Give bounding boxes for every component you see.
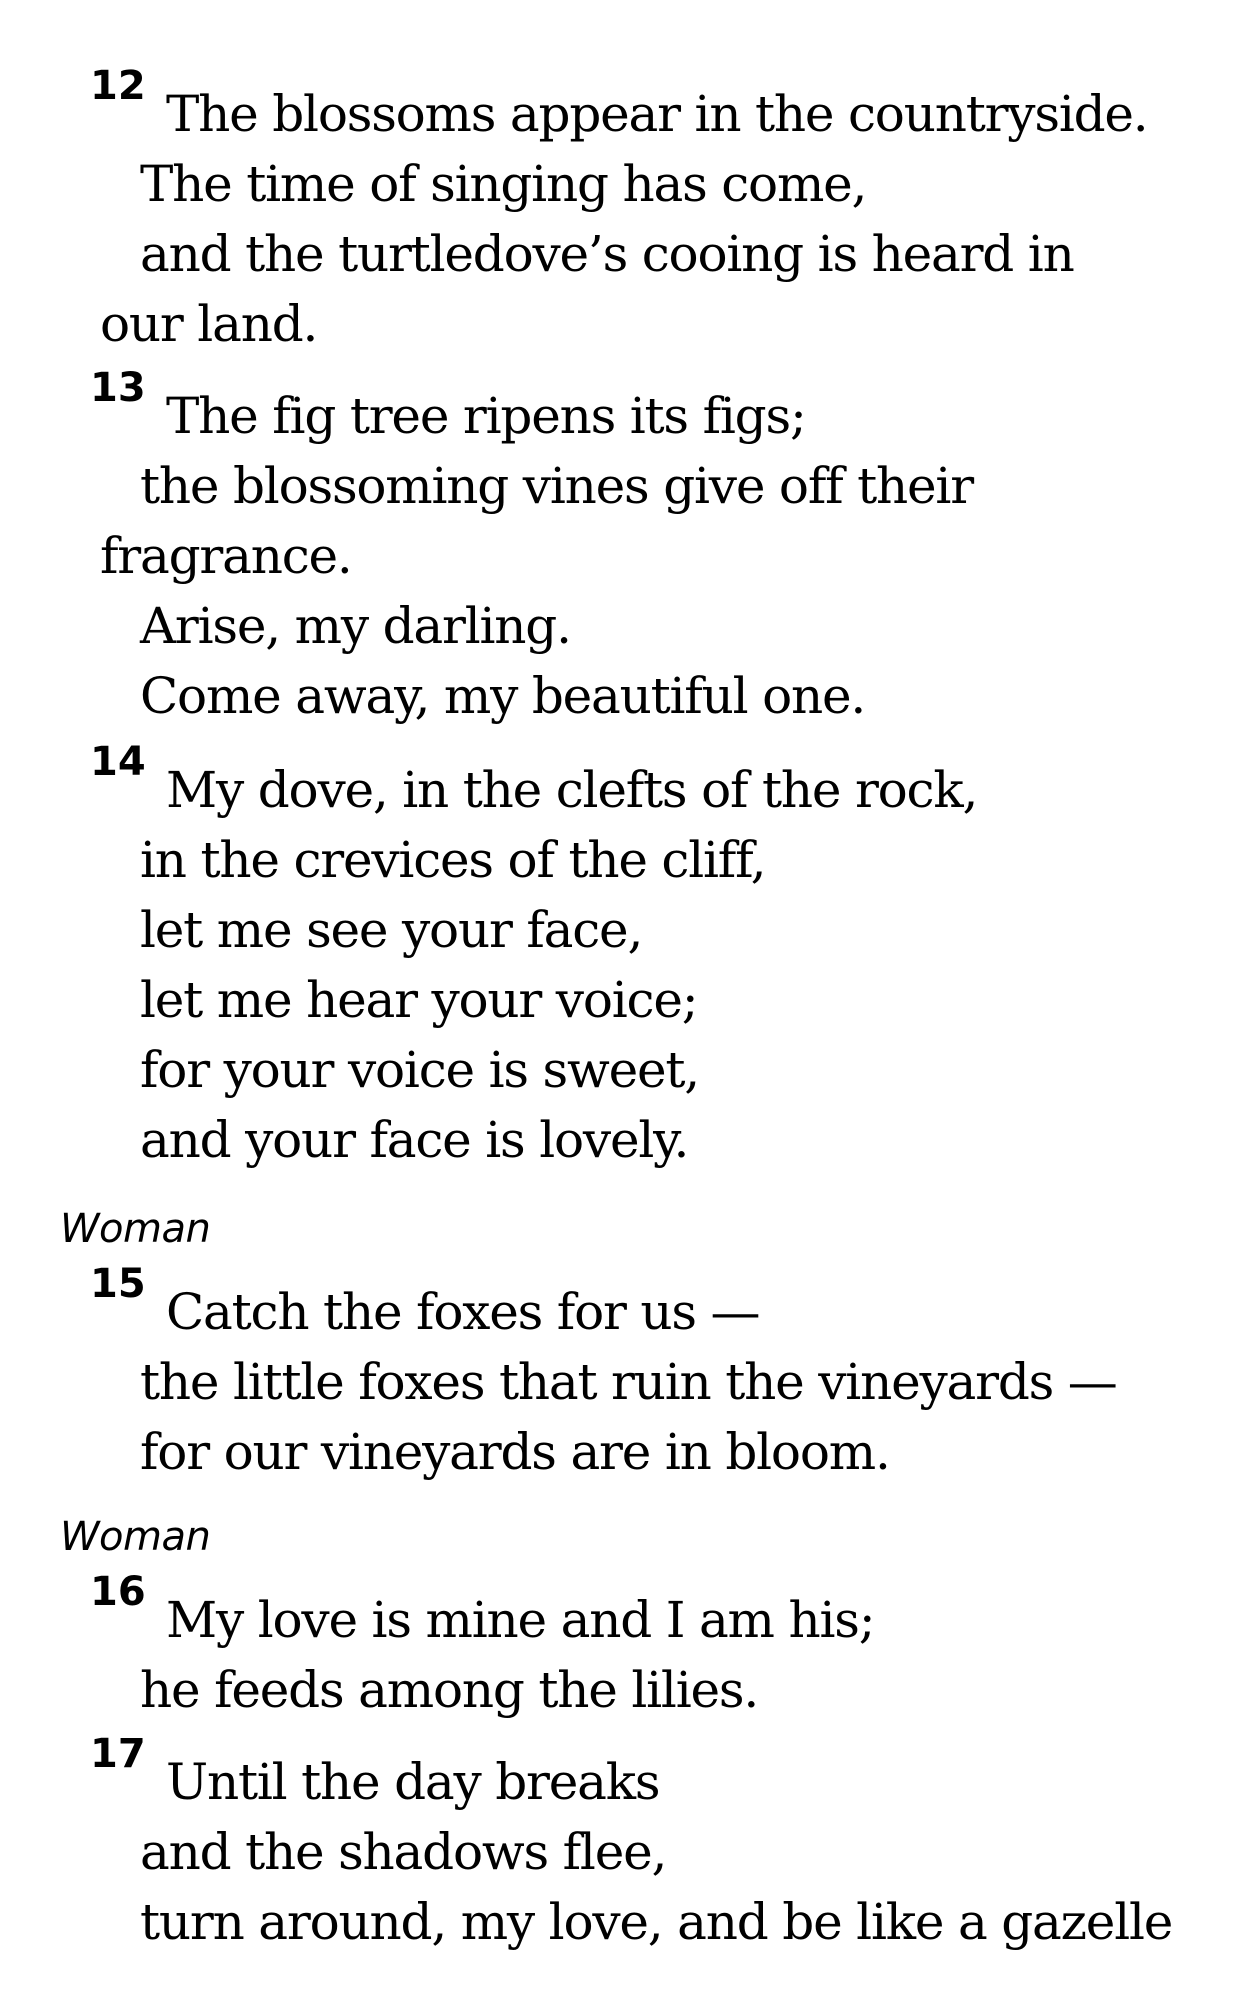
verse-number: 13: [90, 365, 146, 411]
verse-line: let me hear your voice;: [140, 971, 698, 1029]
verse-line: Catch the foxes for us —: [166, 1283, 760, 1341]
verse-line: Come away, my beautiful one.: [140, 667, 866, 725]
verse-line: let me see your face,: [140, 901, 643, 959]
verse-line: The time of singing has come,: [140, 155, 867, 213]
verse-line: turn around, my love, and be like a gazelle: [140, 1893, 1173, 1951]
verse-number: 12: [90, 63, 146, 109]
verse-line: My love is mine and I am his;: [166, 1591, 875, 1649]
verse-number: 15: [90, 1261, 146, 1307]
verse-line: the blossoming vines give off their: [140, 457, 973, 515]
verse-line: Until the day breaks: [166, 1753, 660, 1811]
speaker-heading: Woman: [60, 1206, 211, 1252]
verse-number: 17: [90, 1731, 146, 1777]
verse-line: for your voice is sweet,: [140, 1041, 699, 1099]
verse-line: My dove, in the clefts of the rock,: [166, 761, 978, 819]
speaker-heading: Woman: [60, 1514, 211, 1560]
verse-line: and the shadows flee,: [140, 1823, 667, 1881]
verse-number: 16: [90, 1569, 146, 1615]
verse-line: fragrance.: [100, 527, 352, 585]
verse-line: and your face is lovely.: [140, 1111, 689, 1169]
verse-line: The fig tree ripens its figs;: [166, 387, 806, 445]
verse-line: the little foxes that ruin the vineyards —: [140, 1353, 1117, 1411]
verse-line: Arise, my darling.: [140, 597, 571, 655]
verse-line: our land.: [100, 295, 318, 353]
verse-line: The blossoms appear in the countryside.: [166, 85, 1148, 143]
verse-line: for our vineyards are in bloom.: [140, 1423, 890, 1481]
verse-line: in the crevices of the cliff,: [140, 831, 766, 889]
verse-line: he feeds among the lilies.: [140, 1661, 759, 1719]
verse-number: 14: [90, 739, 146, 785]
verse-line: and the turtledove’s cooing is heard in: [140, 225, 1074, 283]
